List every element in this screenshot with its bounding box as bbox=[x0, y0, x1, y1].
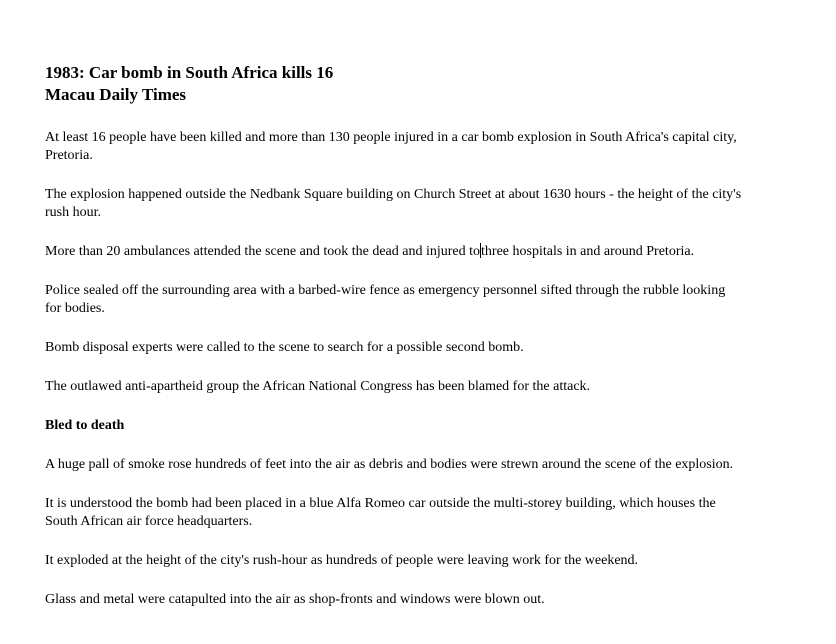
article-header bbox=[45, 62, 745, 106]
subheading: Bled to death bbox=[45, 418, 125, 433]
paragraph-text: More than 20 ambulances attended the scene and took the dead and injured to bbox=[45, 244, 481, 259]
paragraph: Glass and metal were catapulted into the air as shop-fronts and windows were blown out. bbox=[45, 592, 545, 607]
paragraph: The explosion happened outside the Nedbank Square building on Church Street at about 1630 hours - the height of the city's rush hour. bbox=[45, 187, 742, 220]
paragraph: It is understood the bomb had been placed in a blue Alfa Romeo car outside the multi-storey building, which houses the South African air force headquarters. bbox=[45, 496, 716, 529]
paragraph bbox=[45, 243, 745, 261]
document-body bbox=[45, 62, 745, 630]
paragraph: Police sealed off the surrounding area with a barbed-wire fence as emergency personnel sifted through the rubble looking for bodies. bbox=[45, 283, 726, 316]
paragraph: A huge pall of smoke rose hundreds of feet into the air as debris and bodies were strewn around the scene of the explosion. bbox=[45, 457, 734, 472]
paragraph-text: three hospitals in and around Pretoria. bbox=[481, 244, 695, 259]
paragraph: It exploded at the height of the city's rush-hour as hundreds of people were leaving work for the weekend. bbox=[45, 553, 639, 568]
paragraph: The outlawed anti-apartheid group the African National Congress has been blamed for the attack. bbox=[45, 379, 591, 394]
paragraph: Bomb disposal experts were called to the scene to search for a possible second bomb. bbox=[45, 340, 524, 355]
paragraph: At least 16 people have been killed and more than 130 people injured in a car bomb explosion in South Africa's capital city, Pretoria. bbox=[45, 130, 737, 163]
article-source: Macau Daily Times bbox=[45, 85, 187, 104]
article-title: 1983: Car bomb in South Africa kills 16 bbox=[45, 63, 334, 82]
